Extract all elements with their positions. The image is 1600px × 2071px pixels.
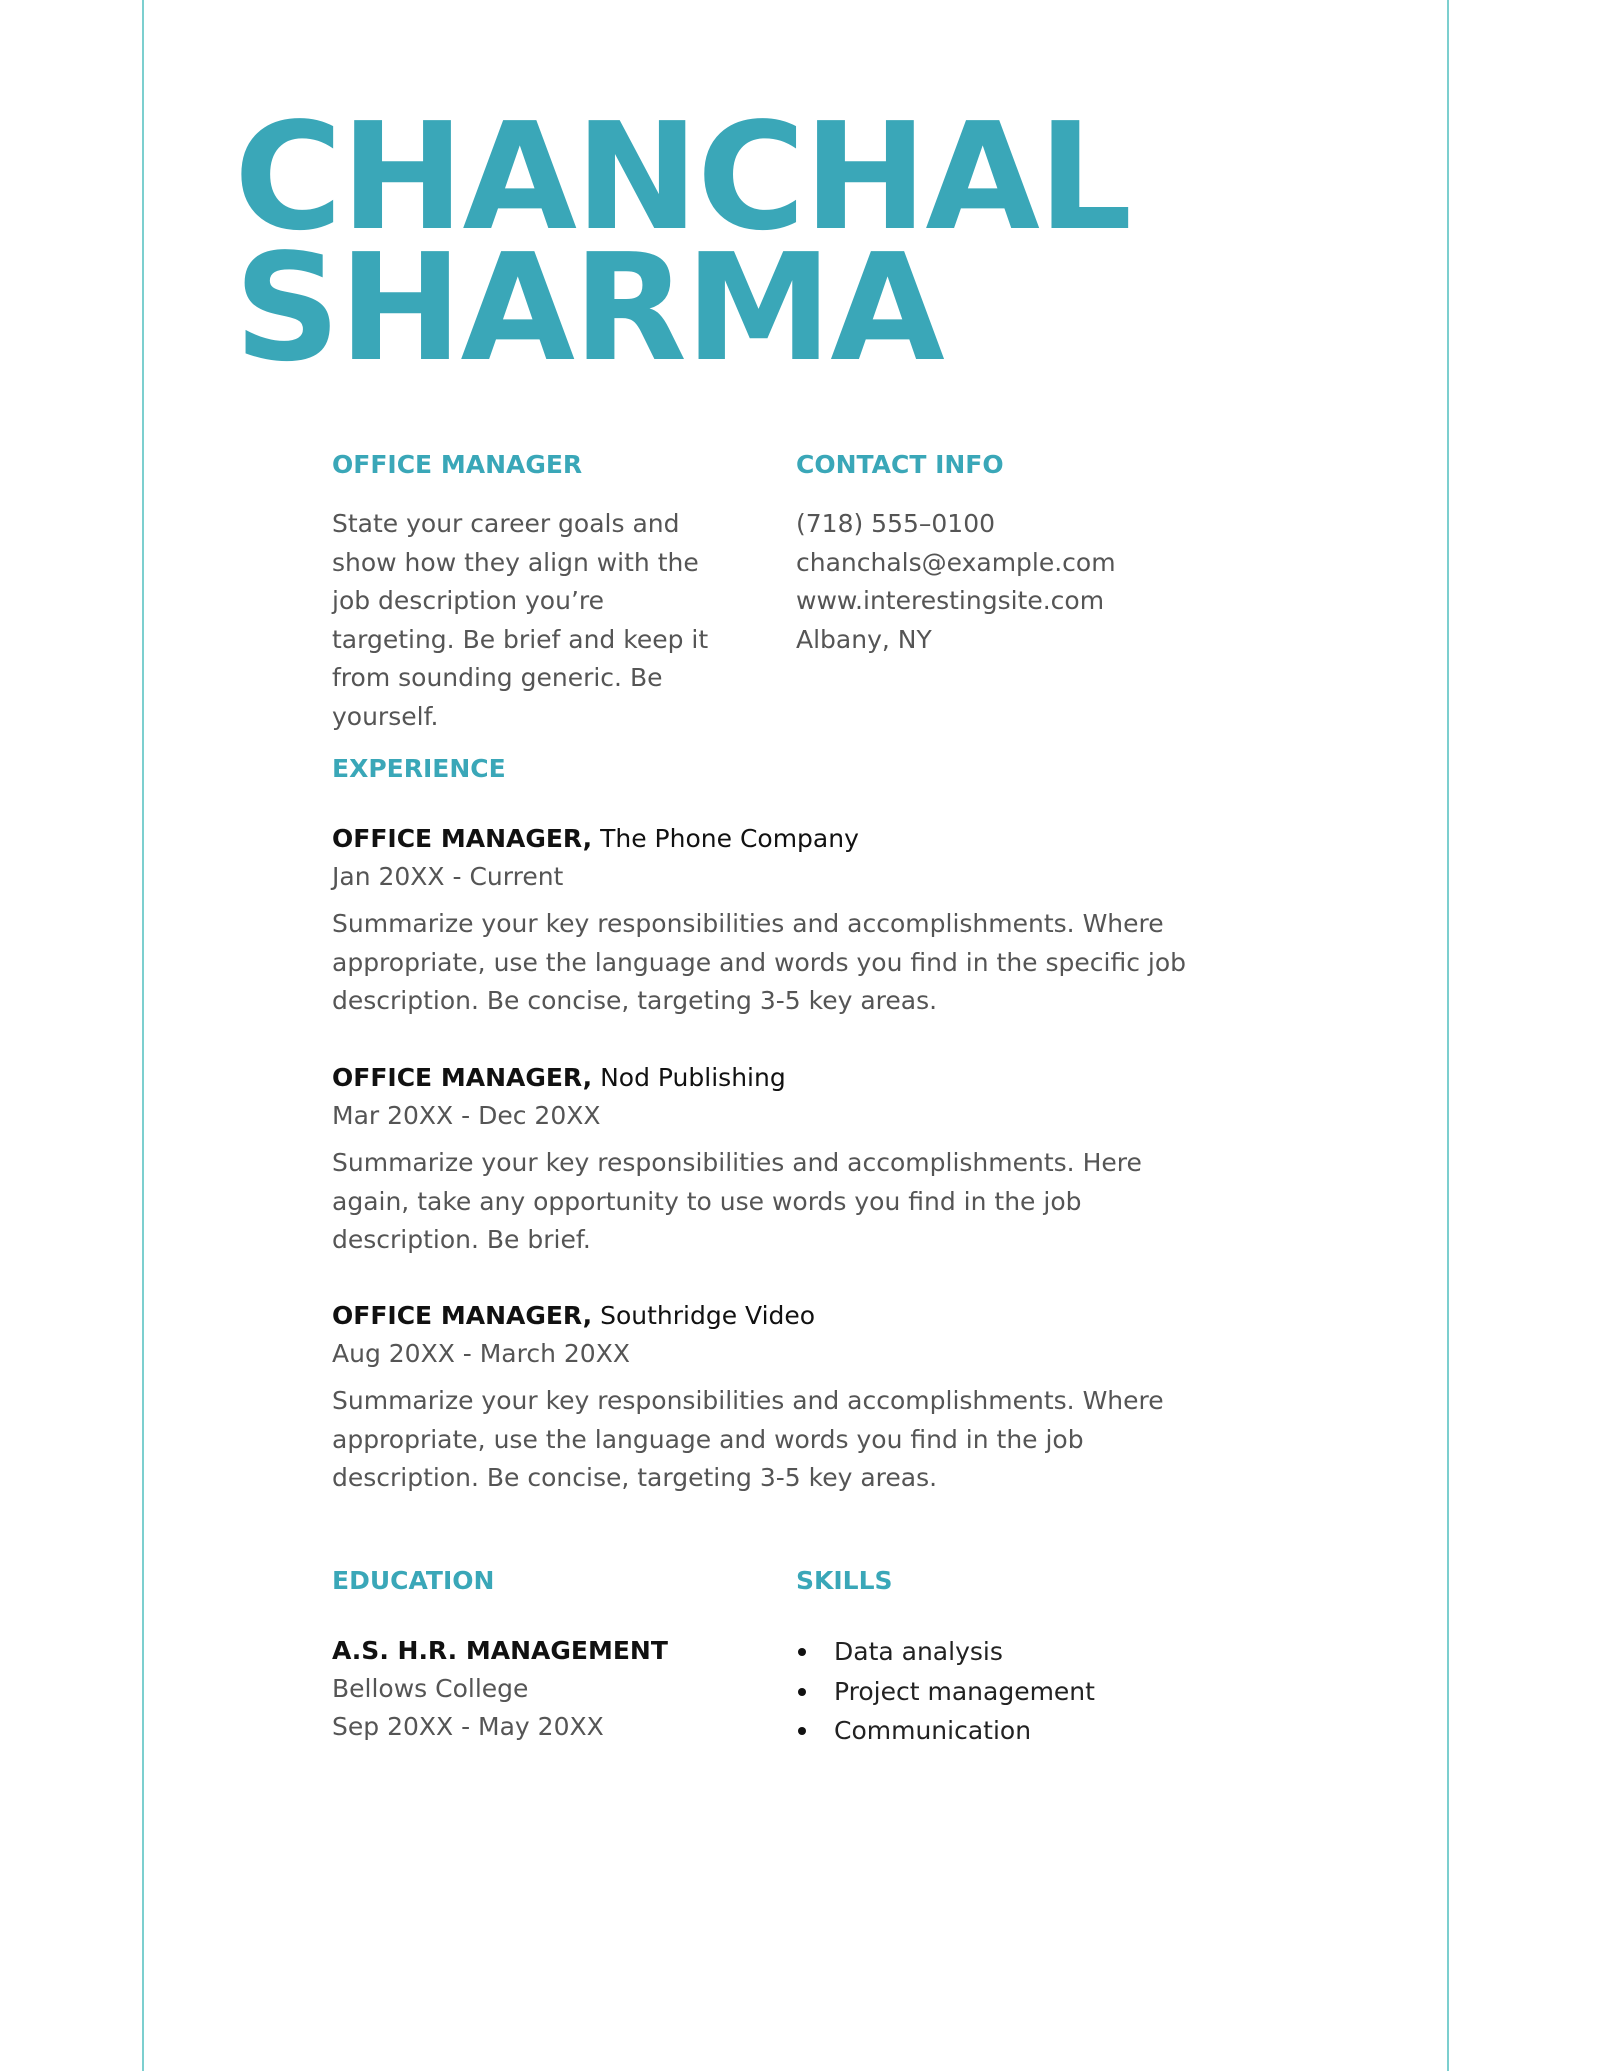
skill-item <box>796 1672 1095 1712</box>
job-title <box>332 820 1212 858</box>
bullet-icon <box>798 1688 806 1696</box>
job-dates: Aug 20XX - March 20XX <box>332 1339 630 1368</box>
skill-item <box>796 1632 1095 1672</box>
job-entry <box>332 1297 1212 1498</box>
first-name: CHANCHAL <box>234 91 1131 263</box>
job-title <box>332 1297 1212 1335</box>
right-border-line <box>1447 0 1449 2071</box>
job-role: OFFICE MANAGER, <box>332 824 593 853</box>
skill-item <box>796 1711 1095 1751</box>
job-title <box>332 1059 1212 1097</box>
job-description: Summarize your key responsibilities and accomplishments. Here again, take any opportunity to use words you find in the job description. Be brief. <box>332 1148 1142 1254</box>
job-role: OFFICE MANAGER, <box>332 1063 593 1092</box>
education-heading: EDUCATION <box>332 1566 495 1595</box>
job-role: OFFICE MANAGER, <box>332 1301 593 1330</box>
contact-email: chanchals@example.com <box>796 547 1116 577</box>
skill-label: Communication <box>834 1716 1032 1745</box>
job-company: The Phone Company <box>600 824 859 853</box>
education-degree: A.S. H.R. MANAGEMENT <box>332 1636 668 1665</box>
last-name: SHARMA <box>234 222 943 394</box>
contact-heading: CONTACT INFO <box>796 450 1004 479</box>
resume-name <box>234 91 1131 394</box>
skill-label: Data analysis <box>834 1637 1003 1666</box>
objective-heading: OFFICE MANAGER <box>332 450 583 479</box>
bullet-icon <box>798 1727 806 1735</box>
left-border-line <box>142 0 144 2071</box>
job-entry <box>332 820 1212 1021</box>
skill-label: Project management <box>834 1676 1095 1706</box>
job-company: Southridge Video <box>600 1301 816 1330</box>
job-entry <box>332 1059 1212 1260</box>
job-description: Summarize your key responsibilities and accomplishments. Where appropriate, use the language and words you find in the specific job description. Be concise, targeting 3-5 key areas. <box>332 909 1187 1015</box>
job-description: Summarize your key responsibilities and accomplishments. Where appropriate, use the language and words you find in the job description. Be concise, targeting 3-5 key areas. <box>332 1386 1164 1492</box>
skills-heading: SKILLS <box>796 1566 893 1595</box>
experience-heading: EXPERIENCE <box>332 754 506 783</box>
contact-phone: (718) 555–0100 <box>796 509 996 538</box>
job-dates: Mar 20XX - Dec 20XX <box>332 1101 601 1130</box>
contact-location: Albany, NY <box>796 624 932 654</box>
bullet-icon <box>798 1648 806 1656</box>
job-company: Nod Publishing <box>600 1063 786 1092</box>
contact-website: www.interestingsite.com <box>796 586 1105 615</box>
contact-info <box>796 505 1116 659</box>
education-school: Bellows College <box>332 1674 529 1703</box>
skills-list <box>796 1632 1095 1751</box>
objective-text: State your career goals and show how they align with the job description you’re targeting. Be brief and keep it from sounding generic. Be yourself. <box>332 509 709 731</box>
education-entry <box>332 1632 668 1746</box>
education-dates: Sep 20XX - May 20XX <box>332 1712 604 1741</box>
job-dates: Jan 20XX - Current <box>332 862 564 891</box>
